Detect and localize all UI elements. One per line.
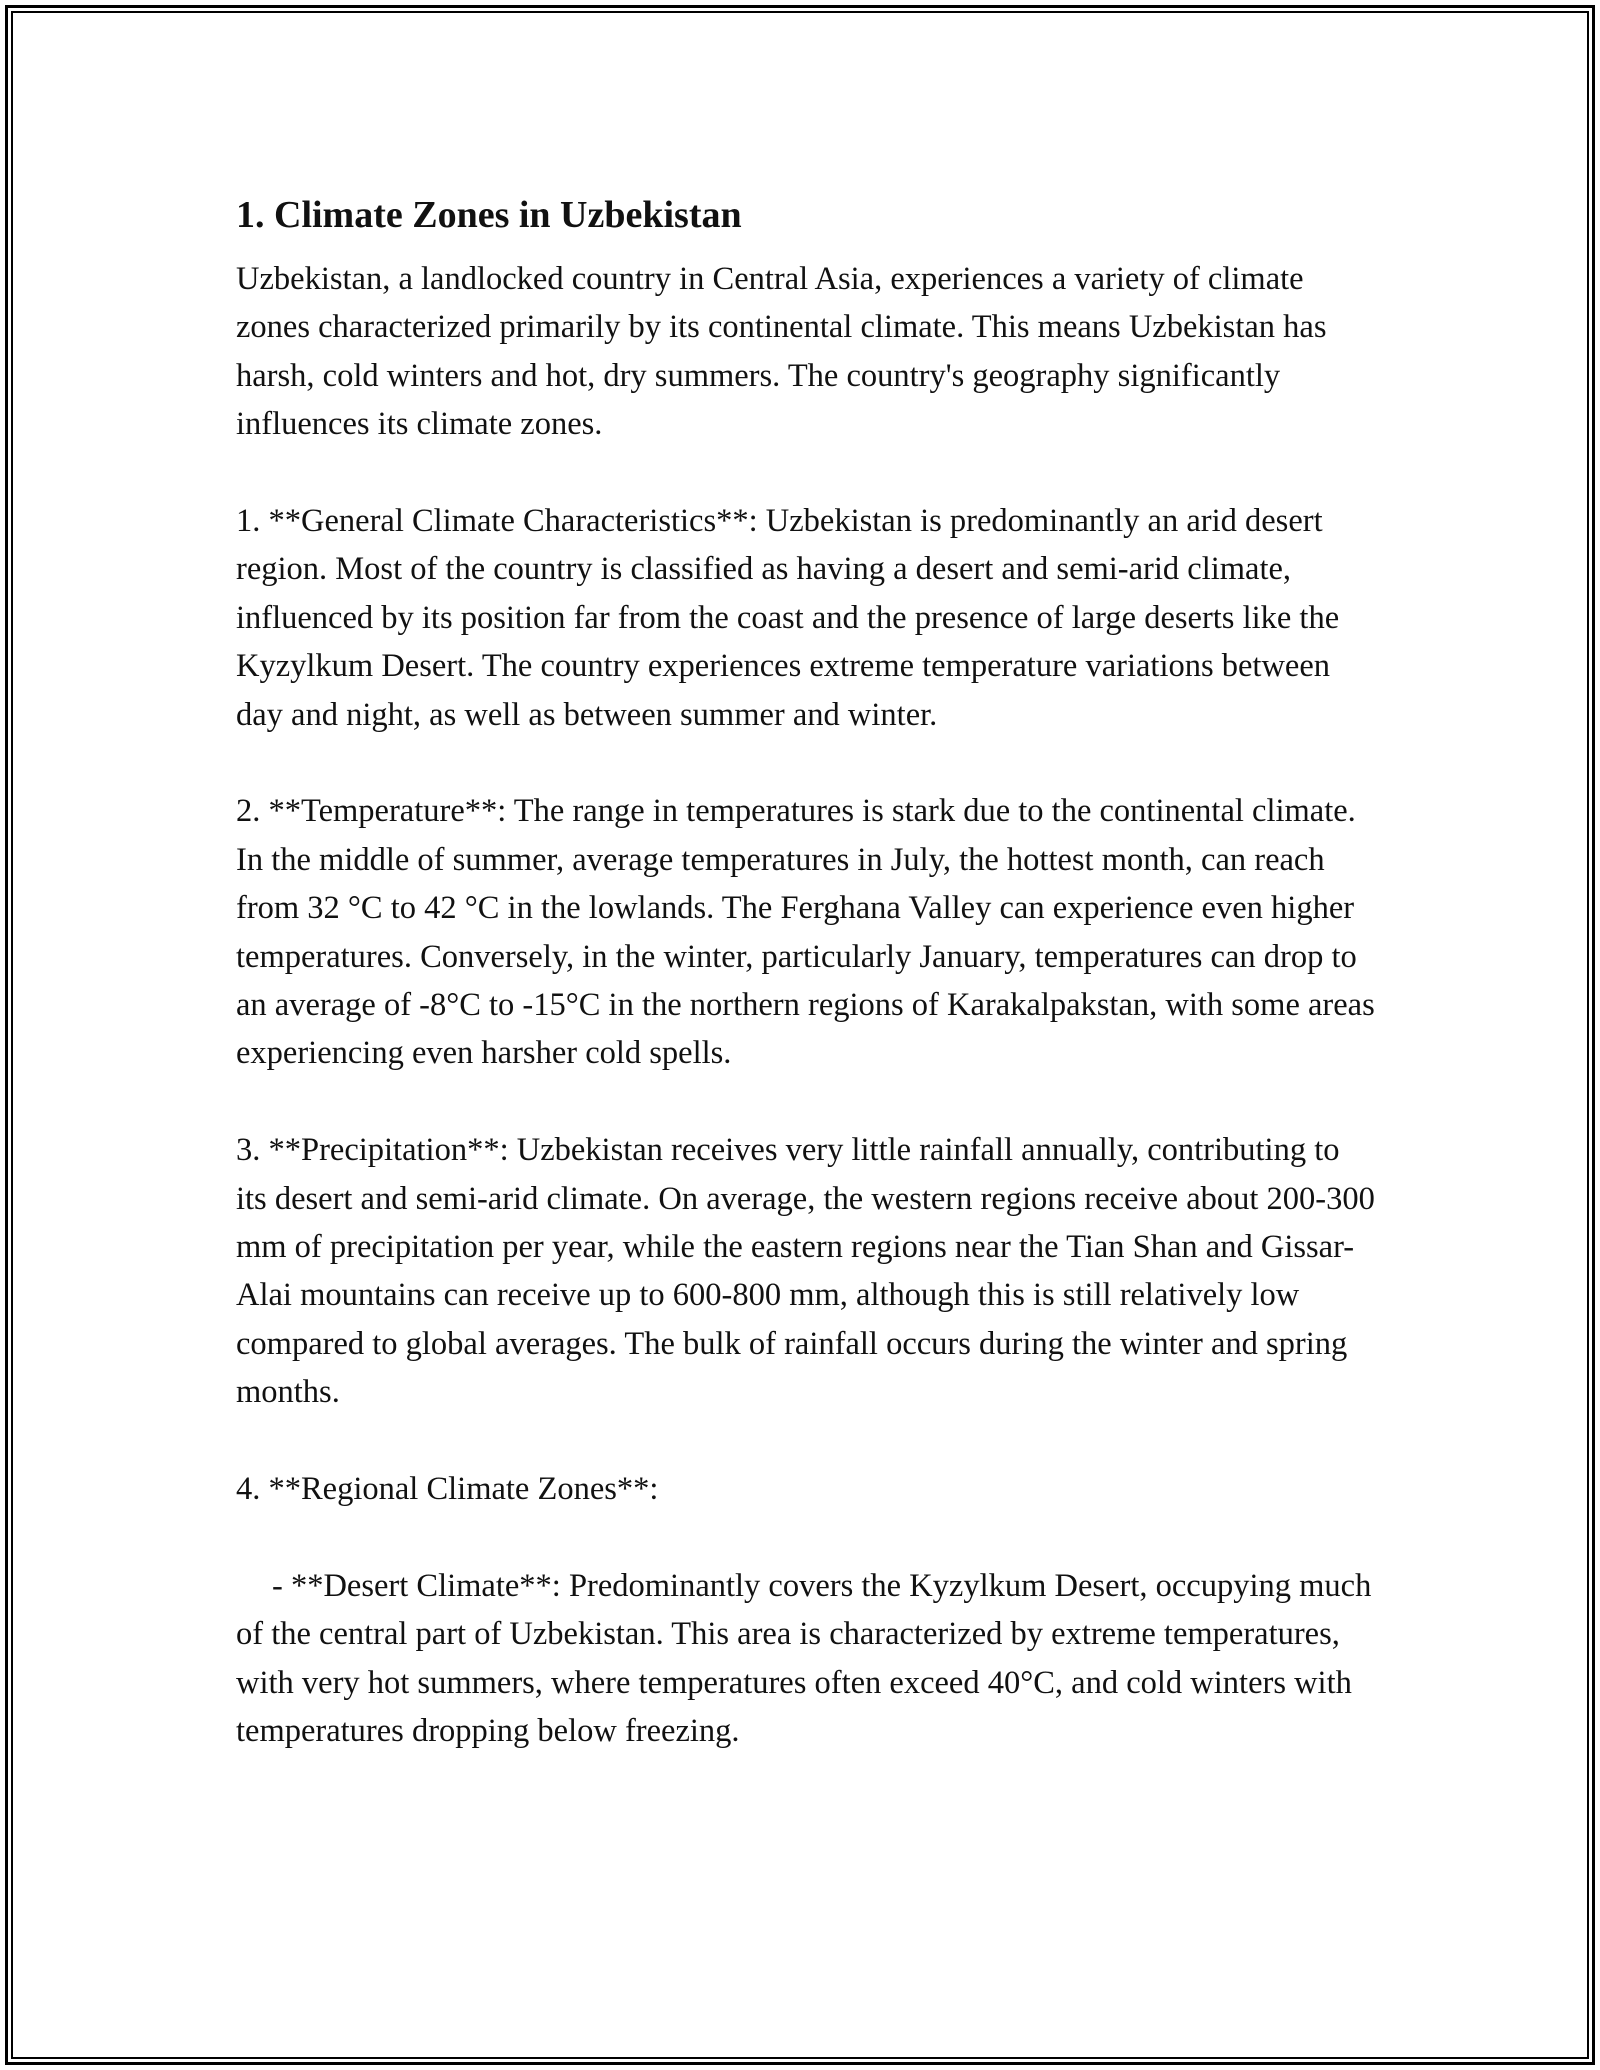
intro-paragraph: Uzbekistan, a landlocked country in Central Asia, experiences a variety of climate zones characterized primarily by its continental climate. This means Uzbekistan has harsh, cold winters and hot, dry summers. The country's geography significantly influences its climate zones. (236, 261, 1327, 443)
general-climate-paragraph: 1. **General Climate Characteristics**: Uzbekistan is predominantly an arid desert region. Most of the country is classified as having a desert and semi-arid climate, influenced by its position far from the coast and the presence of large deserts like the Kyzylkum Desert. The country experiences extreme temperature variations between day and night, as well as between summer and winter. (236, 503, 1340, 733)
temperature-paragraph: 2. **Temperature**: The range in temperatures is stark due to the continental climate. In the middle of summer, average temperatures in July, the hottest month, can reach from 32 °C to 42 °C in the lowlands. The Ferghana Valley can experience even higher temperatures. Conversely, in the winter, particularly January, temperatures can drop to an average of -8°C to -15°C in the northern regions of Karakalpakstan, with some areas experiencing even harsher cold spells. (236, 793, 1375, 1072)
desert-climate-paragraph: - **Desert Climate**: Predominantly covers the Kyzylkum Desert, occupying much of the central part of Uzbekistan. This area is characterized by extreme temperatures, with very hot summers, where temperatures often exceed 40°C, and cold winters with temperatures dropping below freezing. (236, 1567, 1372, 1750)
regional-zones-heading: 4. **Regional Climate Zones**: (236, 1471, 659, 1508)
document-title: 1. Climate Zones in Uzbekistan (236, 194, 742, 236)
precipitation-paragraph: 3. **Precipitation**: Uzbekistan receives very little rainfall annually, contributing to its desert and semi-arid climate. On average, the western regions receive about 200-300 mm of precipitation per year, while the eastern regions near the Tian Shan and Gissar-Alai mountains can receive up to 600-800 mm, although this is still relatively low compared to global averages. The bulk of rainfall occurs during the winter and spring months. (236, 1132, 1375, 1411)
document-body (236, 185, 1376, 1804)
